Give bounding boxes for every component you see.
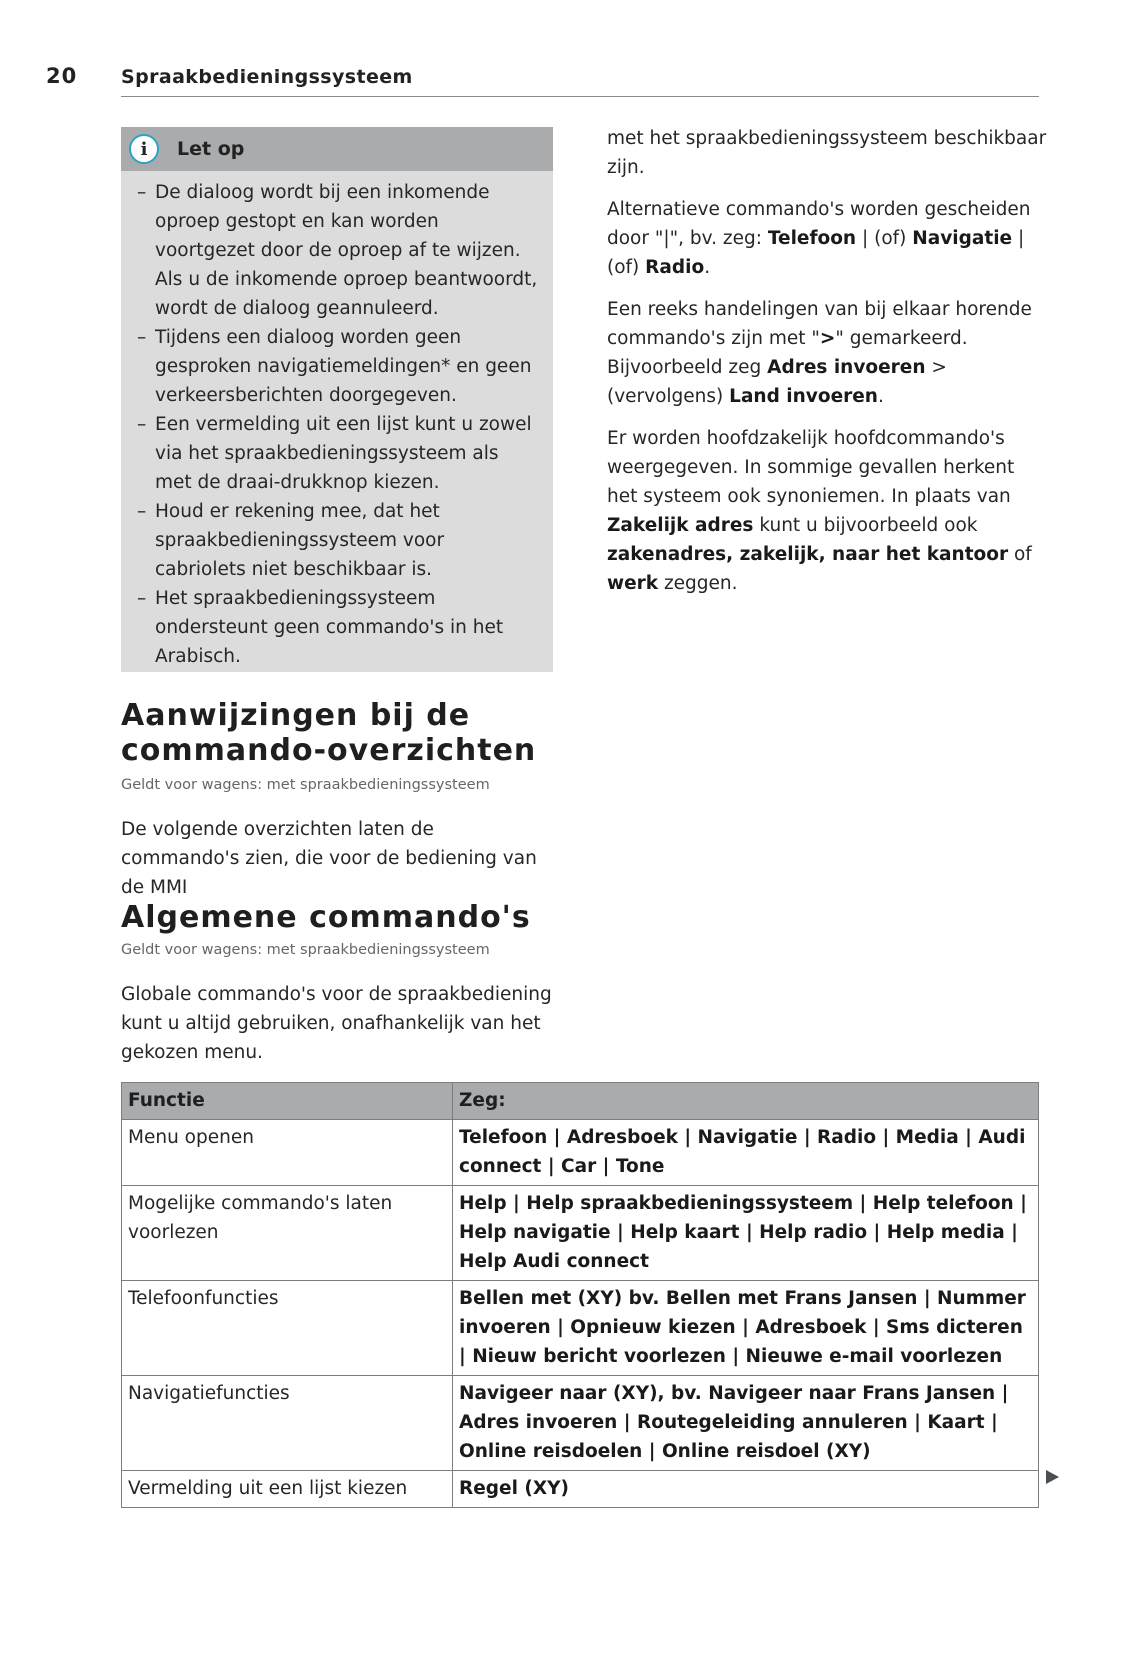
right-column	[607, 124, 1047, 611]
paragraph-alternatives: Alternatieve commando's worden gescheiden door "|", bv. zeg: Telefoon | (of) Navigatie | (of) Radio.	[607, 199, 1031, 278]
header-rule	[121, 96, 1039, 97]
say-cell: Bellen met (XY) bv. Bellen met Frans Jansen | Nummer invoeren | Opnieuw kiezen | Adresboek | Sms dicteren | Nieuw bericht voorlezen | Nieuwe e-mail voorlezen	[453, 1281, 1039, 1376]
note-item: – De dialoog wordt bij een inkomende oproep gestopt en kan worden voortgezet door de oproep af te wijzen. Als u de inkomende oproep beantwoordt, wordt de dialoog geannuleerd.	[137, 178, 539, 323]
say-cell: Regel (XY)	[453, 1471, 1039, 1508]
applies-to-note: Geldt voor wagens: met spraakbedieningssysteem	[121, 942, 490, 958]
continue-arrow-icon	[1046, 1470, 1059, 1484]
table-row	[122, 1186, 1039, 1281]
table-row	[122, 1471, 1039, 1508]
section-body-general-commands: Globale commando's voor de spraakbediening kunt u altijd gebruiken, onafhankelijk van het gekozen menu.	[121, 984, 552, 1063]
note-item: – Het spraakbedieningssysteem ondersteunt geen commando's in het Arabisch.	[137, 584, 539, 671]
function-cell: Menu openen	[122, 1120, 453, 1186]
paragraph-availability: met het spraakbedieningssysteem beschikbaar zijn.	[607, 128, 1047, 178]
note-header	[121, 127, 553, 171]
table-row	[122, 1281, 1039, 1376]
applies-to-note: Geldt voor wagens: met spraakbedieningssysteem	[121, 777, 490, 793]
note-item: – Een vermelding uit een lijst kunt u zowel via het spraakbedieningssysteem als met de draai-drukknop kiezen.	[137, 410, 539, 497]
function-cell: Vermelding uit een lijst kiezen	[122, 1471, 453, 1508]
say-cell: Telefoon | Adresboek | Navigatie | Radio | Media | Audi connect | Car | Tone	[453, 1120, 1039, 1186]
column-header-say: Zeg:	[453, 1083, 1039, 1120]
say-cell: Help | Help spraakbedieningssysteem | Help telefoon | Help navigatie | Help kaart | Help radio | Help media | Help Audi connect	[453, 1186, 1039, 1281]
table-header-row	[122, 1083, 1039, 1120]
section-body-notes: De volgende overzichten laten de commando's zien, die voor de bediening van de MMI	[121, 819, 537, 898]
commands-table	[121, 1082, 1039, 1508]
note-item: – Tijdens een dialoog worden geen gesproken navigatiemeldingen* en geen verkeersberichten doorgegeven.	[137, 323, 539, 410]
paragraph-sequence: Een reeks handelingen van bij elkaar horende commando's zijn met ">" gemarkeerd. Bijvoorbeeld zeg Adres invoeren > (vervolgens) Land invoeren.	[607, 299, 1032, 407]
section-heading-notes: Aanwijzingen bij de commando-overzichten	[121, 698, 537, 768]
note-title: Let op	[177, 138, 245, 160]
function-cell: Mogelijke commando's laten voorlezen	[122, 1186, 453, 1281]
info-icon: i	[129, 134, 159, 164]
note-item: – Houd er rekening mee, dat het spraakbedieningssysteem voor cabriolets niet beschikbaar is.	[137, 497, 539, 584]
paragraph-synonyms: Er worden hoofdzakelijk hoofdcommando's weergegeven. In sommige gevallen herkent het systeem ook synoniemen. In plaats van Zakelijk adres kunt u bijvoorbeeld ook zakenadres, zakelijk, naar het kantoor of werk zeggen.	[607, 428, 1032, 594]
note-box	[121, 127, 553, 672]
function-cell: Telefoonfuncties	[122, 1281, 453, 1376]
running-header-title: Spraakbedieningssysteem	[121, 66, 413, 88]
table-row	[122, 1120, 1039, 1186]
column-header-function: Functie	[122, 1083, 453, 1120]
function-cell: Navigatiefuncties	[122, 1376, 453, 1471]
page-number: 20	[46, 64, 78, 88]
section-heading-general-commands: Algemene commando's	[121, 900, 531, 935]
table-row	[122, 1376, 1039, 1471]
say-cell: Navigeer naar (XY), bv. Navigeer naar Frans Jansen | Adres invoeren | Routegeleiding annuleren | Kaart | Online reisdoelen | Online reisdoel (XY)	[453, 1376, 1039, 1471]
note-list	[121, 171, 553, 671]
